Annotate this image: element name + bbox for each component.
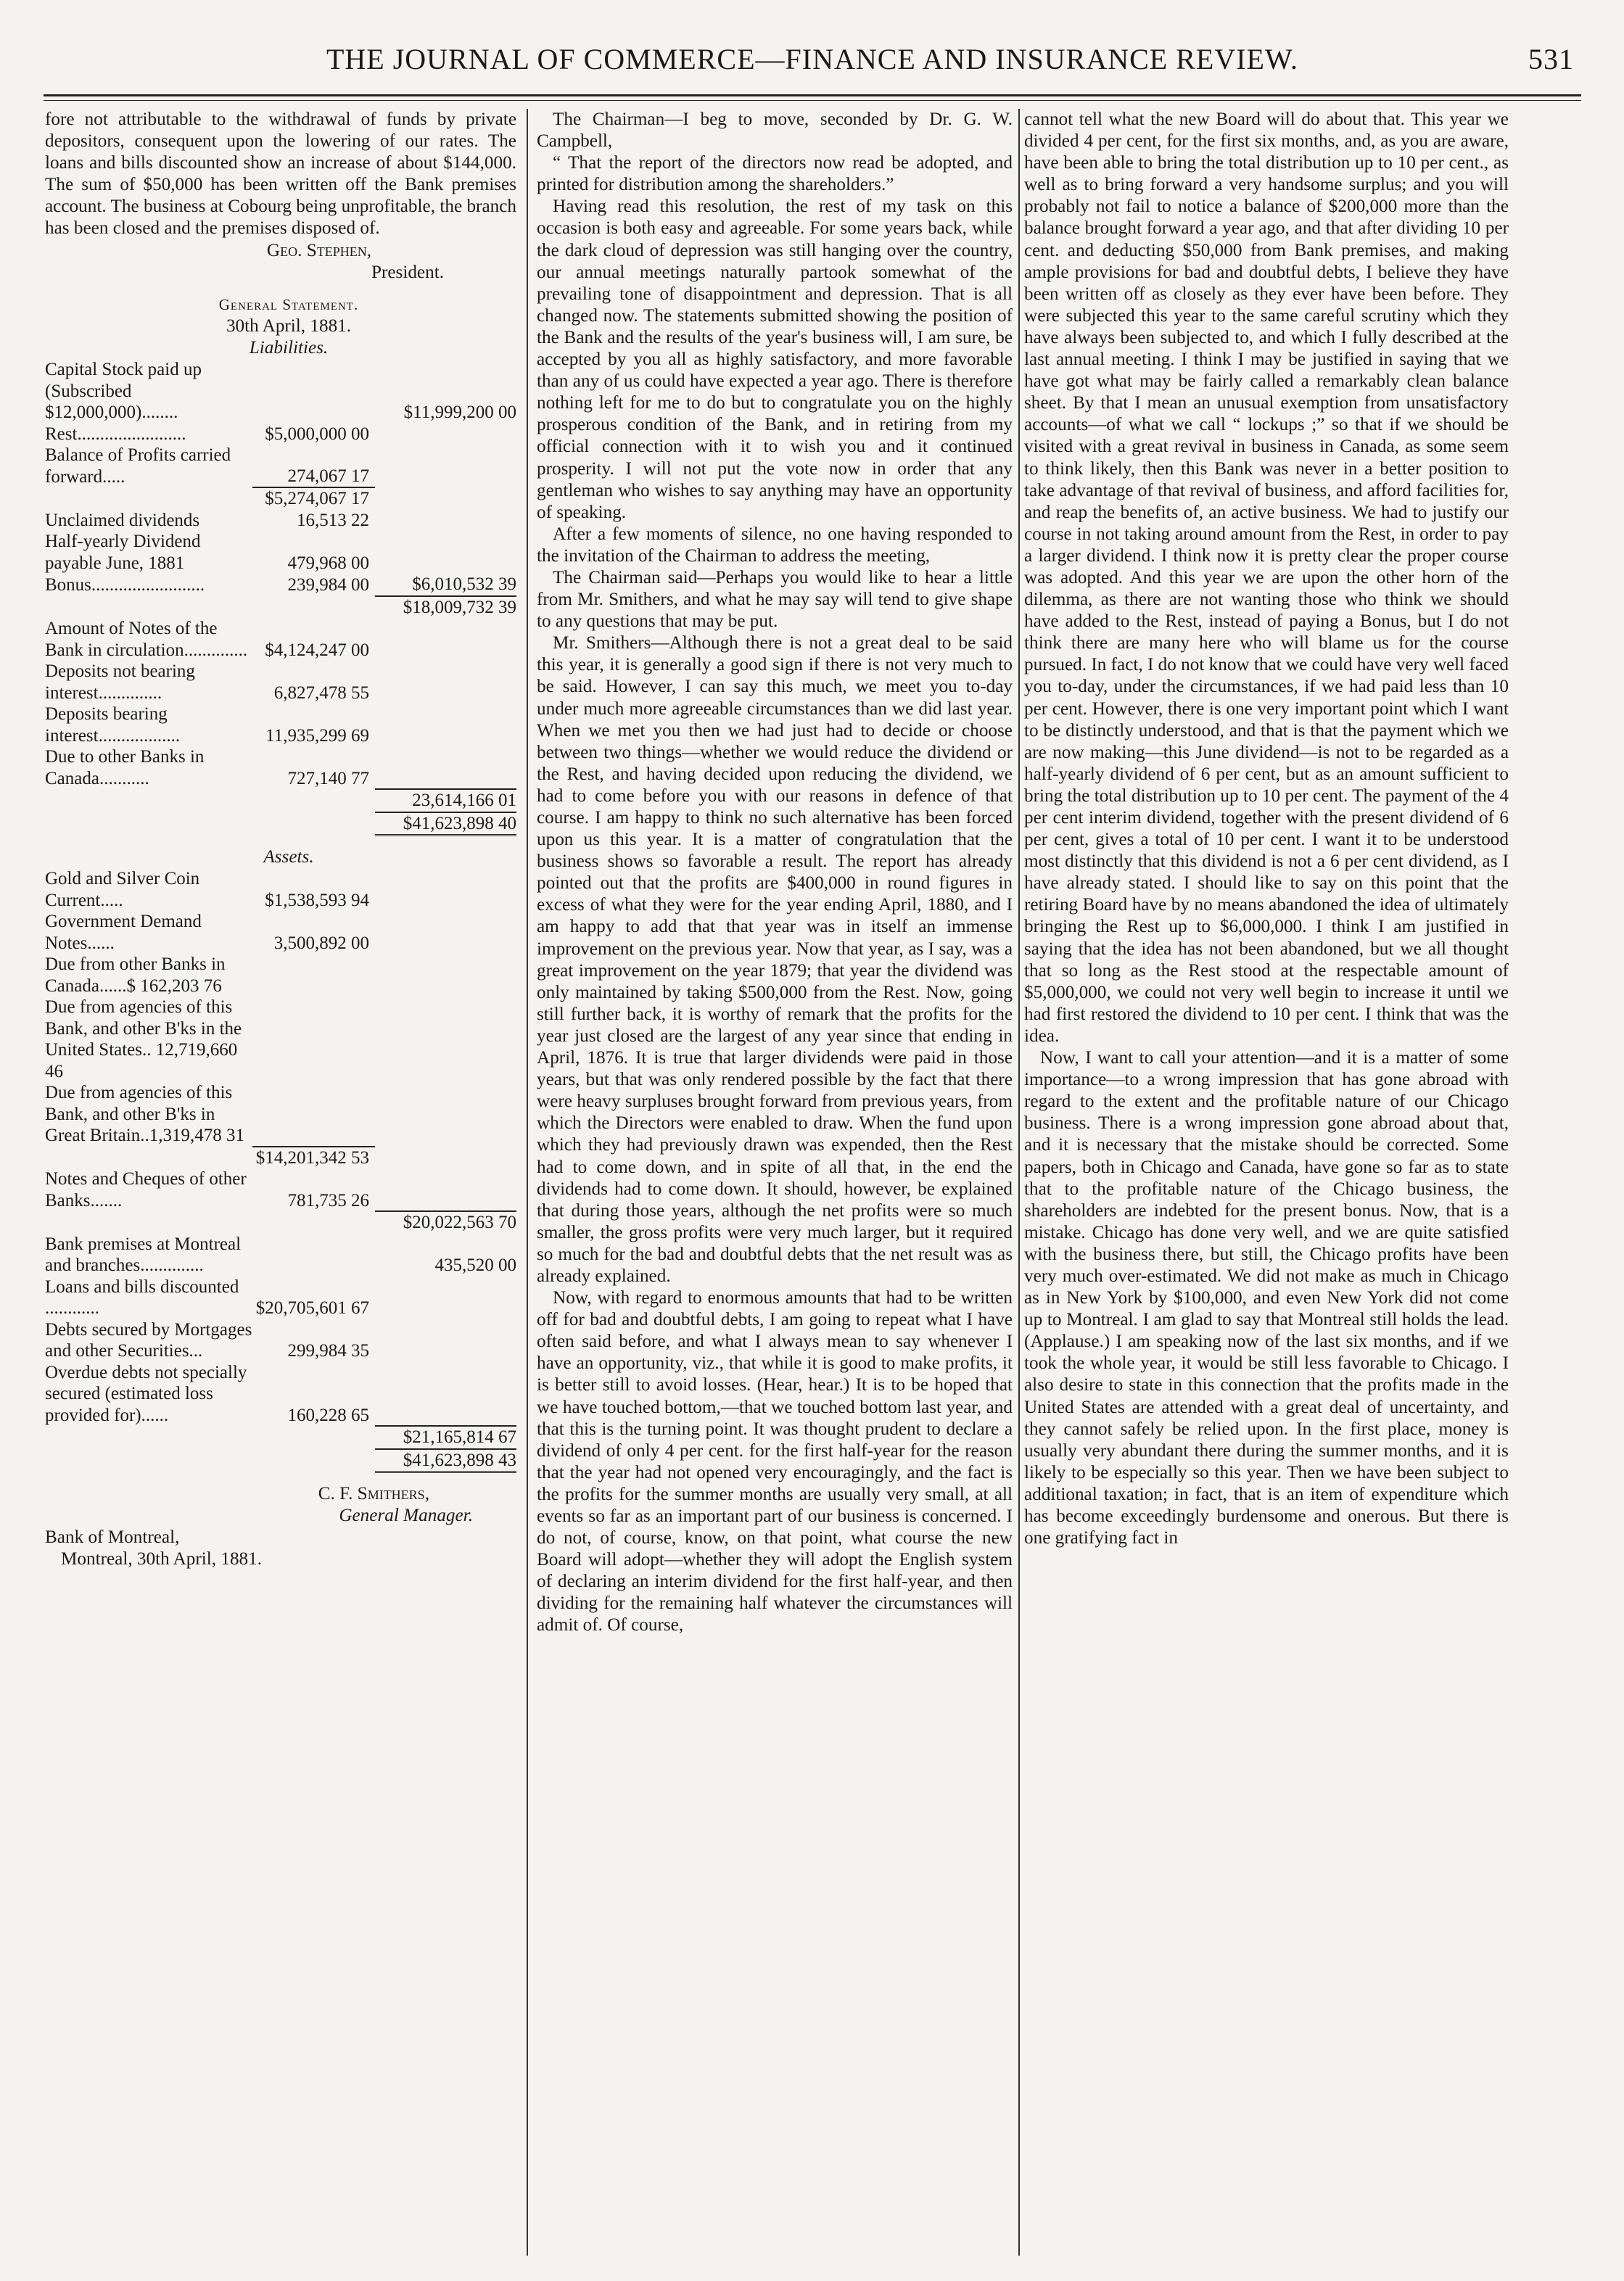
ledger-label: Debts secured by Mortgages and other Securities...: [45, 1319, 252, 1361]
ledger-right: 23,614,166 01: [375, 789, 516, 812]
ledger-mid: $5,000,000 00: [265, 424, 369, 444]
ledger-right: $18,009,732 39: [375, 596, 516, 619]
paragraph: Mr. Smithers—Although there is not a great deal to be said this year, it is generally a good sign if there is not very much to be said. However, I can say this much, we meet you to-day under much more agreeable circumstances than we did last year. When we met you then we had just had to decide or choose between two things—whether we would reduce the dividend or the Rest, and having decided upon reducing the dividend, we had to come before you with our reasons in defence of that course. I am happy to think no such alternative has been forced upon us this year. It is a matter of congratulation that the business shows so favorable a result. The report has already pointed out that the profits are $400,000 in round figures in excess of what they were for the year ending April, 1880, and I am happy to add that that year was in itself an immense improvement on the previous year. Now that year, as I say, was a great improvement on the year 1879; that year the dividend was only maintained by taking $500,000 from the Rest. Now, going still further back, it is worthy of remark that the profits for the year just closed are the largest of any year since that ending in April, 1876. It is true that larger dividends were paid in those years, but that was only rendered possible by the fact that there were heavy surpluses brought forward from previous years, from which the Directors were enabled to draw. When the fund upon which they had previously drawn was expended, then the Rest had to come down, and in spite of all that, in the end the dividends had to come down. It should, however, be explained that during those years, although the net profits were so much smaller, the gross profits were very much larger, but it required so much for the bad and doubtful debts that the net result was as already explained.: [537, 633, 1013, 1286]
ledger-row: [45, 746, 516, 789]
ledger-label: Capital Stock paid up (Subscribed $12,000,000)........: [45, 360, 202, 423]
ledger-mid: [252, 1426, 375, 1449]
ledger-row: [45, 1426, 516, 1449]
journal-title: THE JOURNAL OF COMMERCE—FINANCE AND INSURANCE REVIEW.: [326, 43, 1299, 75]
manager-title: General Manager.: [339, 1506, 473, 1526]
ledger-mid: [252, 812, 375, 836]
ledger-label: Notes and Cheques of other Banks.......: [45, 1169, 247, 1210]
ledger-right: $21,165,814 67: [375, 1426, 516, 1449]
ledger-mid: [252, 359, 375, 424]
paragraph: Now, I want to call your attention—and it is a matter of some importance—to a wrong impression that has gone abroad with regard to the extent and the profitable nature of our Chicago business. There is a wrong impression gone abroad about that, and it is necessary that the mistake should be corrected. Some papers, both in Chicago and Canada, have gone so far as to state that to the profitable nature of the Chicago business, the shareholders are indebted for the present bonus. Now, that is a mistake. Chicago has done very well, and we are quite satisfied with the business there, but still, the Chicago profits have been very much over-estimated. We did not make as much in Chicago as in New York by $100,000, and even New York did not come up to Montreal. I am glad to say that Montreal still holds the lead. (Applause.) I am speaking now of the last six months, and if we took the whole year, it would be still less favorable to Chicago. I also desire to state in this connection that the profits made in the United States are attended with a great deal of uncertainty, and they cannot safely be relied upon. In the first place, money is usually very abundant there during the summer months, and it is likely to be especially so this year. Then we have been subject to additional taxation; in fact, that is an item of expenditure which has become exceedingly burdensome and onerous. But there is one gratifying fact in: [1024, 1048, 1509, 1548]
resolution-quote: “ That the report of the directors now read be adopted, and printed for distribution among the shareholders.”: [537, 153, 1013, 195]
statement-date: 30th April, 1881.: [226, 315, 352, 336]
paragraph: cannot tell what the new Board will do about that. This year we divided 4 per cent, for the first six months, and, as you are aware, have been able to bring the total distribution up to 10 per cent., as well as to bring forward a very handsome surplus; and you will probably not fail to notice a balance of $200,000 more than the balance brought forward a year ago, and that after dividing 10 per cent. and deducting $50,000 from Bank premises, and making ample provisions for bad and doubtful debts, I believe they have been written off as closely as they ever have been before. They were subjected this year to the same careful scrutiny which they have always been subjected to, and which I fully described at the last annual meeting. I think I may be justified in saying that we have got what may be fairly called a remarkably clean balance sheet. By that I mean an unusual exemption from unsatisfactory accounts—of what we call “ lockups ;” so that if we should be visited with a great revival in business in Canada, as some seem to think likely, then this Bank was never in a better position to take advantage of that revival of business, and afford facilities for, and reap the benefits of, an active business. We had to justify our course in not taking around amount from the Rest, in order to pay a larger dividend. I think now it is pretty clear the proper course was adopted. And this year we are upon the other horn of the dilemma, as there are not wanting those who think we should have added to the Rest, instead of paying a Bonus, but I do not think there are many here who will blame us for the course pursued. In fact, I do not know that we could have very well faced you to-day, under the circumstances, if we had paid less than 10 per cent. However, there is one very important point which I want to be distinctly understood, and that is that the payment which we are now making—this June dividend—is not to be regarded as a half-yearly dividend of 6 per cent, but as an amount sufficient to bring the total distribution up to 10 per cent. The payment of the 4 per cent interim dividend, together with the present dividend of 6 per cent, gives a total of 10 per cent. I want it to be understood most distinctly that this dividend is not a 6 per cent dividend, as I have already stated. I should like to say on this point that the retiring Board have by no means abandoned the idea of ultimately bringing the Rest up to $6,000,000. I think I am justified in saying that the idea has not been abandoned, but we all thought that so long as the Rest stood at the respectable amount of $5,000,000, we could not very well begin to increase it until we had first restored the dividend to 10 per cent. I think that was the idea.: [1024, 110, 1509, 1046]
intro-paragraph: fore not attributable to the withdrawal of funds by private depositors, consequent upon the lowering of our rates. The loans and bills discounted show an increase of about $144,000. The sum of $50,000 has been written off the Bank premises account. The business at Cobourg being unprofitable, the branch has been closed and the premises disposed of.: [45, 110, 516, 239]
ledger-mid: [252, 1211, 375, 1234]
ledger-label: [45, 1211, 252, 1234]
ledger-mid: 479,968 00: [287, 553, 369, 573]
ledger-mid: $5,274,067 17: [252, 487, 375, 510]
column-1: [45, 109, 516, 1571]
paragraph: The Chairman said—Perhaps you would like to hear a little from Mr. Smithers, and what he may say will tend to give shape to any questions that may be put.: [537, 567, 1013, 632]
ledger-label: Due from agencies of this Bank, and other B'ks in the United States.. 12,719,660 46: [45, 997, 242, 1081]
ledger-right: [375, 1319, 516, 1362]
ledger-mid: [252, 1234, 375, 1276]
ledger-row: [45, 487, 516, 510]
ledger-label: Loans and bills discounted ............: [45, 1276, 239, 1319]
ledger-right: [375, 704, 516, 746]
president-name: Geo. Stephen,: [266, 240, 371, 260]
ledger-right: [375, 618, 516, 661]
ledger-label: Due from other Banks in Canada......$ 162,203 76: [45, 954, 226, 996]
ledger-row: [45, 424, 516, 445]
ledger-label: Half-yearly Dividend payable June, 1881: [45, 532, 201, 573]
ledger-row: [45, 1234, 516, 1276]
ledger-row: [45, 618, 516, 661]
ledger-mid: 781,735 26: [287, 1190, 369, 1210]
ledger-right: $41,623,898 40: [375, 812, 516, 836]
ledger-row: [45, 1211, 516, 1234]
ledger-row: [45, 1147, 516, 1169]
ledger-row: [45, 868, 516, 911]
statement-heading: General Statement.: [218, 295, 359, 313]
paragraph: Having read this resolution, the rest of my task on this occasion is both easy and agreeable. For some years back, while the dark cloud of depression was still hanging over the country, our annual meetings naturally partook somewhat of the prevailing tone of disappointment and depression. That is all changed now. The statements submitted showing the position of the Bank and the results of the year's business will, I am sure, be accepted by you all as highly satisfactory, and more favorable than any of us could have expected a year ago. There is therefore nothing left for me to do but to congratulate you on the highly prosperous condition of the Bank, and in retiring from my official connection with it to wish you and it continued prosperity. I will not put the vote now in order that any gentleman who wishes to say anything may have an opportunity of speaking.: [537, 197, 1013, 522]
ledger-label: Amount of Notes of the Bank in circulation..............: [45, 619, 248, 660]
ledger-label: Deposits bearing interest..................: [45, 704, 181, 746]
liabilities-heading: Liabilities.: [249, 337, 329, 358]
place: Bank of Montreal,: [45, 1527, 180, 1548]
ledger-label: Rest........................: [45, 424, 186, 444]
ledger-right: [375, 661, 516, 704]
ledger-mid: $4,124,247 00: [265, 640, 369, 660]
column-divider: [527, 109, 528, 2256]
ledger-right: $20,022,563 70: [375, 1211, 516, 1234]
ledger-row: [45, 911, 516, 954]
ledger-mid: [252, 1449, 375, 1472]
ledger-right: [375, 1082, 516, 1147]
ledger-row: [45, 596, 516, 619]
ledger-label: [45, 1147, 252, 1169]
ledger-right: [375, 445, 516, 487]
ledger-row: [45, 1276, 516, 1319]
ledger-mid: 3,500,892 00: [273, 933, 369, 953]
ledger-label: Overdue debts not specially secured (estimated loss provided for)......: [45, 1362, 247, 1425]
ledger-label: [45, 1449, 252, 1472]
ledger-label: [45, 1426, 252, 1449]
ledger-mid: 299,984 35: [287, 1341, 369, 1361]
ledger-label: [45, 812, 252, 836]
ledger-label: Gold and Silver Coin Current.....: [45, 869, 200, 910]
president-title: President.: [371, 262, 444, 282]
page-number: 531: [1528, 43, 1574, 75]
ledger-mid: 239,984 00: [287, 575, 369, 595]
ledger-right: $11,999,200 00: [403, 403, 516, 423]
ledger-mid: 160,228 65: [287, 1405, 369, 1425]
ledger-row: [45, 789, 516, 812]
ledger-mid: [252, 596, 375, 619]
ledger-mid: 6,827,478 55: [273, 682, 369, 703]
paragraph: After a few moments of silence, no one having responded to the invitation of the Chairman to address the meeting,: [537, 524, 1013, 566]
page-header: [44, 35, 1581, 78]
ledger-right: [375, 954, 516, 997]
ledger-row: [45, 1362, 516, 1427]
ledger-label: Bank premises at Montreal and branches..............: [45, 1234, 242, 1276]
ledger-row: [45, 954, 516, 997]
ledger-row: [45, 1082, 516, 1147]
ledger-row: [45, 1449, 516, 1472]
ledger-row: [45, 574, 516, 596]
liabilities-table: [45, 359, 516, 836]
ledger-label: Unclaimed dividends: [45, 510, 200, 530]
column-3: [1024, 109, 1509, 1549]
assets-table: [45, 868, 516, 1473]
ledger-mid: [252, 954, 375, 997]
header-rule-thin: [44, 100, 1581, 101]
ledger-row: [45, 359, 516, 424]
ledger-mid: [252, 789, 375, 812]
ledger-right: [375, 868, 516, 911]
ledger-label: [45, 487, 252, 510]
ledger-row: [45, 661, 516, 704]
ledger-right: [375, 911, 516, 954]
ledger-row: [45, 1168, 516, 1211]
ledger-mid: $14,201,342 53: [252, 1147, 375, 1169]
ledger-right: [375, 531, 516, 574]
ledger-right: [375, 746, 516, 789]
ledger-mid: 11,935,299 69: [265, 725, 369, 746]
ledger-right: [375, 510, 516, 532]
ledger-right: [375, 424, 516, 445]
ledger-right: [375, 1168, 516, 1211]
ledger-row: [45, 1319, 516, 1362]
ledger-right: [375, 997, 516, 1082]
ledger-row: [45, 510, 516, 532]
ledger-right: [375, 1276, 516, 1319]
column-2: [537, 109, 1013, 1637]
paragraph: The Chairman—I beg to move, seconded by Dr. G. W. Campbell,: [537, 110, 1013, 152]
ledger-row: [45, 997, 516, 1082]
place-date: Montreal, 30th April, 1881.: [61, 1549, 263, 1570]
header-rule: [44, 94, 1581, 96]
ledger-right: [375, 1147, 516, 1169]
ledger-label: Bonus.........................: [45, 575, 205, 595]
ledger-row: [45, 812, 516, 836]
ledger-mid: [252, 997, 375, 1082]
manager-name: C. F. Smithers,: [318, 1484, 429, 1504]
ledger-label: Due from agencies of this Bank, and other B'ks in Great Britain..1,319,478 31: [45, 1083, 244, 1146]
ledger-right: [375, 487, 516, 510]
ledger-label: Balance of Profits carried forward.....: [45, 445, 231, 487]
paragraph: Now, with regard to enormous amounts that had to be written off for bad and doubtful debts, I am going to repeat what I have often said before, and what I always mean to say whenever I have an opportunity, viz., that while it is good to make profits, it is better still to avoid losses. (Hear, hear.) It is to be hoped that we have touched bottom,—that we touched bottom last year, and that this is the turning point. It was thought prudent to declare a dividend of only 4 per cent. for the first half-year for the reason that the year had not opened very encouragingly, and the fact is the profits for the summer months are usually very small, at all events so far as an important part of our business is concerned. I do not, of course, know, on that point, what course the new Board will adopt—whether they will adopt the English system of declaring an interim dividend for the first half-year, and then dividing for the remaining half whatever the circumstances will admit of. Of course,: [537, 1288, 1013, 1636]
ledger-right: 435,520 00: [434, 1255, 516, 1276]
ledger-label: Due to other Banks in Canada...........: [45, 747, 205, 788]
ledger-mid: 16,513 22: [297, 510, 369, 530]
ledger-right: $6,010,532 39: [412, 574, 516, 595]
ledger-row: [45, 704, 516, 746]
ledger-right: $41,623,898 43: [375, 1449, 516, 1472]
ledger-mid: 727,140 77: [287, 768, 369, 788]
column-divider: [1018, 109, 1020, 2256]
ledger-row: [45, 531, 516, 574]
ledger-mid: [252, 1082, 375, 1147]
ledger-label: Government Demand Notes......: [45, 912, 202, 953]
ledger-mid: $20,705,601 67: [255, 1298, 369, 1319]
ledger-row: [45, 445, 516, 487]
ledger-right: [375, 1362, 516, 1427]
ledger-label: Deposits not bearing interest..............: [45, 661, 195, 703]
ledger-mid: 274,067 17: [287, 466, 369, 486]
ledger-label: [45, 596, 252, 619]
ledger-label: [45, 789, 252, 812]
ledger-mid: $1,538,593 94: [265, 890, 369, 910]
assets-heading: Assets.: [263, 847, 314, 867]
